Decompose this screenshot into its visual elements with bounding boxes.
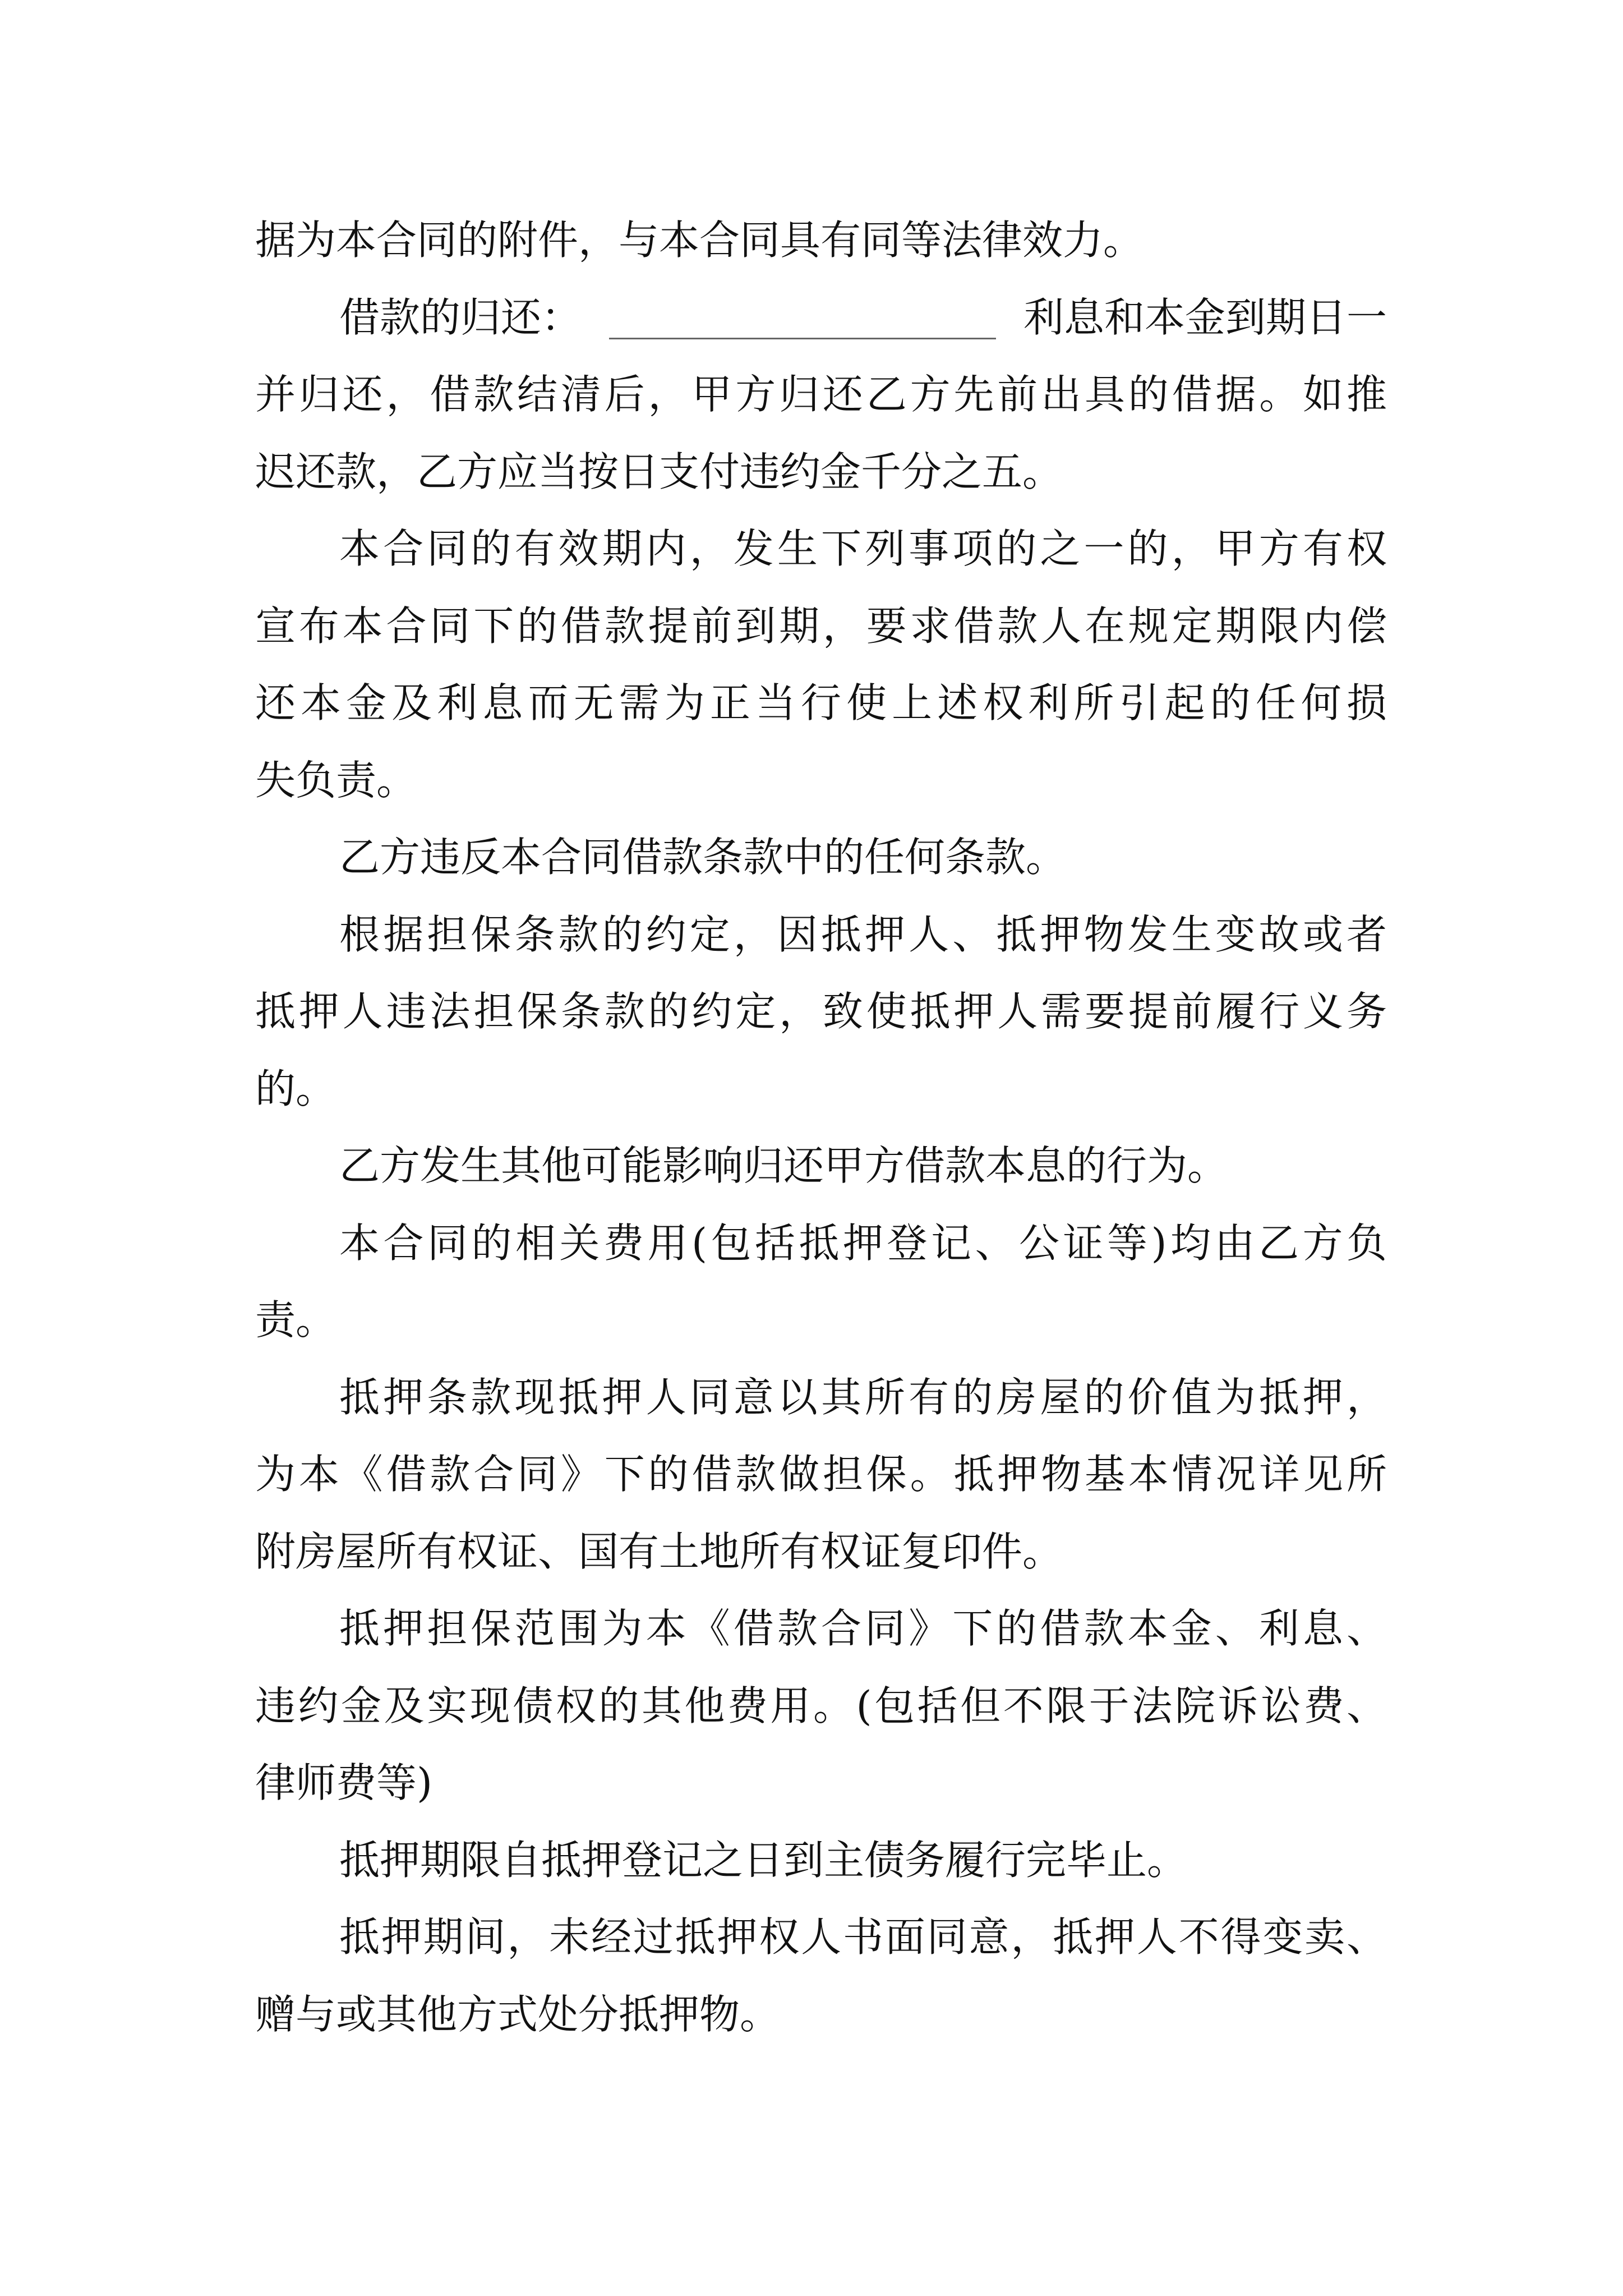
document-page (255, 202, 1387, 2053)
paragraph (255, 896, 1387, 1128)
text-line: 乙方违反本合同借款条款中的任何条款。 (339, 834, 1067, 881)
text-line: 本合同的有效期内，发生下列事项的之一的，甲方有权 (339, 525, 1387, 572)
paragraph (255, 1822, 1387, 1899)
paragraph (255, 819, 1387, 896)
text-line: 本合同的相关费用(包括抵押登记、公证等)均由乙方负 (339, 1219, 1387, 1267)
text-line: 乙方发生其他可能影响归还甲方借款本息的行为。 (339, 1142, 1228, 1189)
text-line: 抵押担保范围为本《借款合同》下的借款本金、利息、 (339, 1605, 1387, 1652)
blank-underline (609, 279, 996, 339)
text-line: 赠与或其他方式处分抵押物。 (255, 1990, 781, 2038)
text-line: 失负责。 (255, 756, 417, 804)
text-line: 责。 (255, 1296, 336, 1343)
text-line: 的。 (255, 1065, 336, 1112)
text-segment: 利息和本金到期日一 (1023, 293, 1387, 341)
paragraph (255, 1359, 1387, 1591)
text-segment: 借款的归还： (339, 293, 582, 341)
paragraph (255, 1590, 1387, 1822)
text-line: 根据担保条款的约定，因抵押人、抵押物发生变故或者 (339, 910, 1387, 958)
text-line: 迟还款，乙方应当按日支付违约金千分之五。 (255, 448, 1063, 495)
text-line: 律师费等) (255, 1759, 433, 1806)
paragraph (255, 279, 1387, 511)
text-line: 附房屋所有权证、国有土地所有权证复印件。 (255, 1527, 1063, 1575)
text-line: 还本金及利息而无需为正当行使上述权利所引起的任何损 (255, 679, 1387, 726)
paragraph (255, 1205, 1387, 1359)
paragraph (255, 510, 1387, 819)
text-line: 据为本合同的附件，与本合同具有同等法律效力。 (255, 217, 1144, 264)
text-line: 并归还，借款结清后，甲方归还乙方先前出具的借据。如推 (255, 371, 1387, 418)
paragraph (255, 1128, 1387, 1205)
text-line-with-blank (255, 279, 1387, 357)
text-line: 抵押期间，未经过抵押权人书面同意，抵押人不得变卖、 (339, 1913, 1387, 1961)
text-line: 抵押人违法担保条款的约定，致使抵押人需要提前履行义务 (255, 988, 1387, 1035)
text-line: 为本《借款合同》下的借款做担保。抵押物基本情况详见所 (255, 1451, 1387, 1498)
paragraph (255, 1899, 1387, 2053)
text-line: 违约金及实现债权的其他费用。(包括但不限于法院诉讼费、 (255, 1682, 1387, 1729)
text-line: 宣布本合同下的借款提前到期，要求借款人在规定期限内偿 (255, 602, 1387, 650)
text-line: 抵押条款现抵押人同意以其所有的房屋的价值为抵押， (339, 1373, 1387, 1421)
paragraph (255, 202, 1387, 279)
text-line: 抵押期限自抵押登记之日到主债务履行完毕止。 (339, 1836, 1188, 1884)
